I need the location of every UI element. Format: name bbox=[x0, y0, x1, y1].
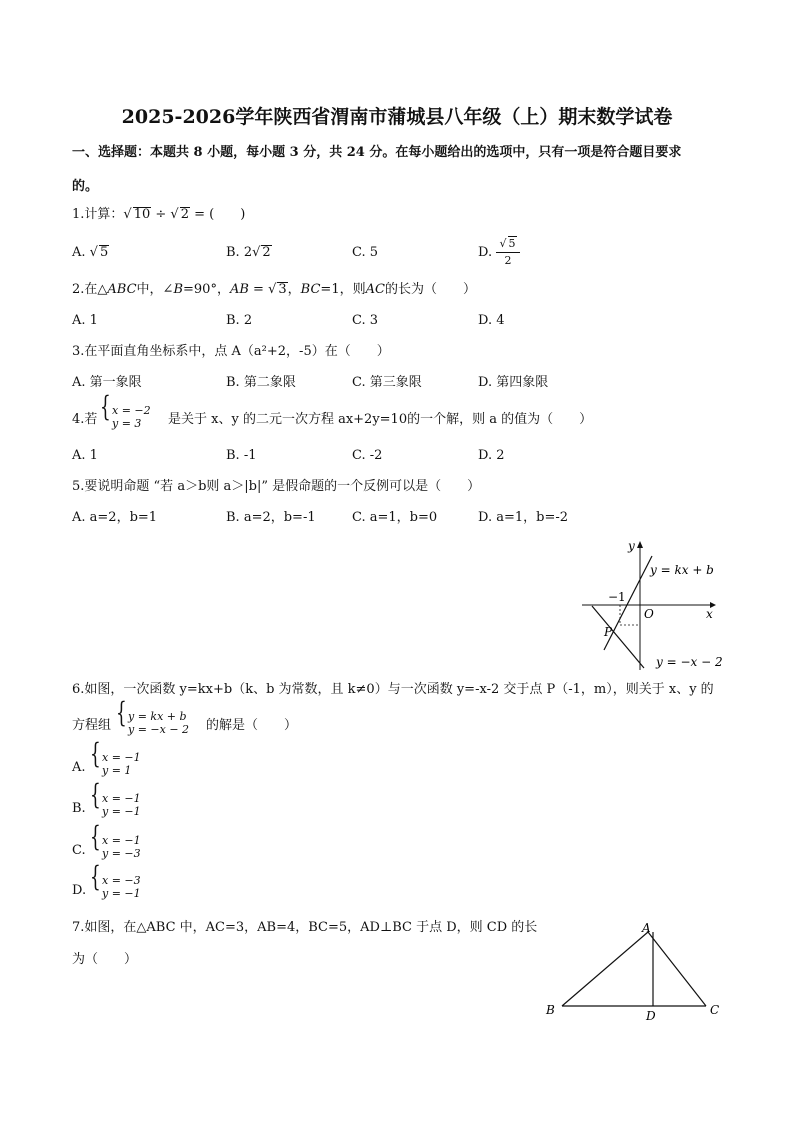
q6-rows bbox=[128, 710, 189, 736]
q2-s6: AB bbox=[229, 282, 249, 297]
q2-s10: BC bbox=[300, 282, 321, 297]
q2-s1: 2.在△ bbox=[72, 282, 108, 297]
q7-stem-line1: 7.如图，在△ABC 中，AC=3，AB=4，BC=5，AD⊥BC 于点 D，则 CD 的长 bbox=[72, 920, 538, 935]
q1-b-label: B. bbox=[226, 245, 240, 260]
q1-a-val: 5 bbox=[99, 245, 109, 260]
q1-option-c: C. 5 bbox=[352, 245, 379, 260]
q6-b-row1: x = −1 bbox=[102, 792, 141, 805]
q6-a-rows bbox=[102, 751, 141, 777]
q6-line2-label: y = −x − 2 bbox=[656, 655, 723, 669]
q7-side-ac bbox=[648, 932, 706, 1006]
q2-option-d: D. 4 bbox=[478, 313, 505, 328]
q4-prefix: 4.若 bbox=[72, 412, 98, 427]
q1-stem: 1.计算：√ 10 ÷ √ 2 = ( ) bbox=[72, 207, 246, 222]
q6-option-a-label: A. bbox=[72, 760, 86, 775]
section-header-line2: 的。 bbox=[72, 179, 99, 194]
q6-point-label: P bbox=[604, 625, 613, 639]
q2-s12: AC bbox=[365, 282, 385, 297]
q6-brace: { bbox=[116, 696, 127, 729]
q1-div: ÷ bbox=[155, 207, 167, 222]
q6-option-a bbox=[90, 737, 170, 781]
q2-s2: ABC bbox=[107, 282, 137, 297]
q2-stem: 2.在△ABC中，∠B=90°，AB = √ 3，BC=1，则AC的长为（ ） bbox=[72, 282, 476, 297]
q1-d-num: 5 bbox=[508, 237, 516, 250]
q5-stem: 5.要说明命题 “若 a＞b则 a＞|b|” 是假命题的一个反例可以是（ ） bbox=[72, 479, 481, 494]
q6-c-row2: y = −3 bbox=[102, 847, 141, 860]
q2-s11: =1，则 bbox=[320, 282, 366, 297]
q6-c-rows bbox=[102, 834, 141, 860]
q4-option-c: C. -2 bbox=[352, 448, 383, 463]
q1-suffix: = ( ) bbox=[194, 207, 246, 222]
q7-stem-line2: 为（ ） bbox=[72, 952, 138, 967]
q2-option-a: A. 1 bbox=[72, 313, 98, 328]
q6-sys-row2: y = −x − 2 bbox=[128, 723, 190, 736]
q6-system bbox=[116, 696, 206, 740]
q2-s8: 3 bbox=[278, 282, 287, 297]
q4-row2: y = 3 bbox=[112, 417, 142, 430]
q6-option-b-label: B. bbox=[72, 801, 86, 816]
q6-d-row2: y = −1 bbox=[102, 887, 141, 900]
q6-d-rows bbox=[102, 874, 141, 900]
q6-a-brace: { bbox=[90, 737, 101, 770]
q6-b-brace: { bbox=[90, 778, 101, 811]
q6-graph bbox=[576, 536, 726, 672]
q1-prefix: 1.计算： bbox=[72, 207, 124, 222]
q1-sqrt-a: 10 bbox=[133, 207, 151, 222]
q1-option-a: A. √ 5 bbox=[72, 245, 109, 260]
q1-d-label: D. bbox=[478, 245, 493, 260]
q6-origin-label: O bbox=[644, 607, 654, 621]
q4-rows bbox=[112, 404, 151, 430]
q4-row1: x = −2 bbox=[112, 404, 151, 417]
exam-title: 2025-2026学年陕西省渭南市蒲城县八年级（上）期末数学试卷 bbox=[121, 106, 673, 128]
q6-option-d bbox=[90, 860, 170, 904]
q6-stem-line1: 6.如图，一次函数 y=kx+b（k、b 为常数，且 k≠0）与一次函数 y=-x-2 交于点 P（-1，m），则关于 x、y 的 bbox=[72, 682, 714, 697]
q3-option-d: D. 第四象限 bbox=[478, 375, 549, 390]
q2-s3: 中，∠ bbox=[136, 282, 174, 297]
q4-brace: { bbox=[100, 390, 111, 423]
q7-triangle-figure bbox=[540, 918, 730, 1026]
q1-option-d bbox=[478, 244, 492, 262]
section-header-line1: 一、选择题：本题共 8 小题，每小题 3 分，共 24 分。在每小题给出的选项中，只有一项是符合题目要求 bbox=[72, 145, 682, 160]
q6-y-arrow bbox=[637, 541, 643, 548]
q5-option-d: D. a=1，b=-2 bbox=[478, 510, 569, 525]
q1-d-fraction: √ 5 2 bbox=[496, 236, 520, 267]
q2-s7: = bbox=[248, 282, 269, 297]
q6-x-label: x bbox=[706, 607, 713, 621]
q5-option-b: B. a=2，b=-1 bbox=[226, 510, 316, 525]
q6-line1-label: y = kx + b bbox=[650, 563, 714, 577]
q3-option-c: C. 第三象限 bbox=[352, 375, 422, 390]
q6-sys-row1: y = kx + b bbox=[128, 710, 187, 723]
q3-option-b: B. 第二象限 bbox=[226, 375, 296, 390]
q2-option-b: B. 2 bbox=[226, 313, 253, 328]
q6-option-b bbox=[90, 778, 170, 822]
q5-option-a: A. a=2，b=1 bbox=[72, 510, 158, 525]
q4-option-a: A. 1 bbox=[72, 448, 98, 463]
q6-c-row1: x = −1 bbox=[102, 834, 141, 847]
q1-b-coef: 2 bbox=[243, 245, 253, 260]
q4-system bbox=[100, 390, 170, 434]
q1-b-val: 2 bbox=[262, 245, 271, 260]
q6-line-neg-x-2 bbox=[592, 606, 644, 668]
q6-stem-prefix: 方程组 bbox=[72, 718, 112, 733]
q6-option-c bbox=[90, 820, 170, 864]
q2-s4: B bbox=[173, 282, 184, 297]
q6-d-row1: x = −3 bbox=[102, 874, 141, 887]
q6-option-c-label: C. bbox=[72, 843, 86, 858]
q7-label-a: A bbox=[642, 921, 651, 935]
q7-label-b: B bbox=[546, 1003, 555, 1017]
q2-s5: =90°， bbox=[183, 282, 230, 297]
q2-option-c: C. 3 bbox=[352, 313, 379, 328]
q6-b-rows bbox=[102, 792, 141, 818]
q3-stem: 3.在平面直角坐标系中，点 A（a²+2，-5）在（ ） bbox=[72, 344, 390, 359]
q3-option-a: A. 第一象限 bbox=[72, 375, 142, 390]
q4-suffix: 是关于 x、y 的二元一次方程 ax+2y=10的一个解，则 a 的值为（ ） bbox=[168, 412, 593, 427]
q6-c-brace: { bbox=[90, 820, 101, 853]
q6-b-row2: y = −1 bbox=[102, 805, 141, 818]
q6-neg-one-label: −1 bbox=[608, 590, 626, 604]
q1-sqrt-b: 2 bbox=[180, 207, 189, 222]
q6-a-row1: x = −1 bbox=[102, 751, 141, 764]
q6-y-label: y bbox=[628, 539, 635, 553]
q5-option-c: C. a=1，b=0 bbox=[352, 510, 438, 525]
q2-s13: 的长为（ ） bbox=[384, 282, 476, 297]
q4-option-b: B. -1 bbox=[226, 448, 257, 463]
q1-a-label: A. bbox=[72, 245, 86, 260]
q6-option-d-label: D. bbox=[72, 883, 87, 898]
q2-s9: ， bbox=[287, 282, 301, 297]
q1-d-den: 2 bbox=[504, 254, 512, 267]
q7-label-d: D bbox=[646, 1009, 656, 1023]
q6-stem-suffix: 的解是（ ） bbox=[206, 718, 298, 733]
q7-label-c: C bbox=[710, 1003, 720, 1017]
q4-option-d: D. 2 bbox=[478, 448, 505, 463]
q6-d-brace: { bbox=[90, 860, 101, 893]
q7-side-ab bbox=[562, 932, 648, 1006]
q6-a-row2: y = 1 bbox=[102, 764, 132, 777]
q1-option-b: B. 2√ 2 bbox=[226, 245, 271, 260]
